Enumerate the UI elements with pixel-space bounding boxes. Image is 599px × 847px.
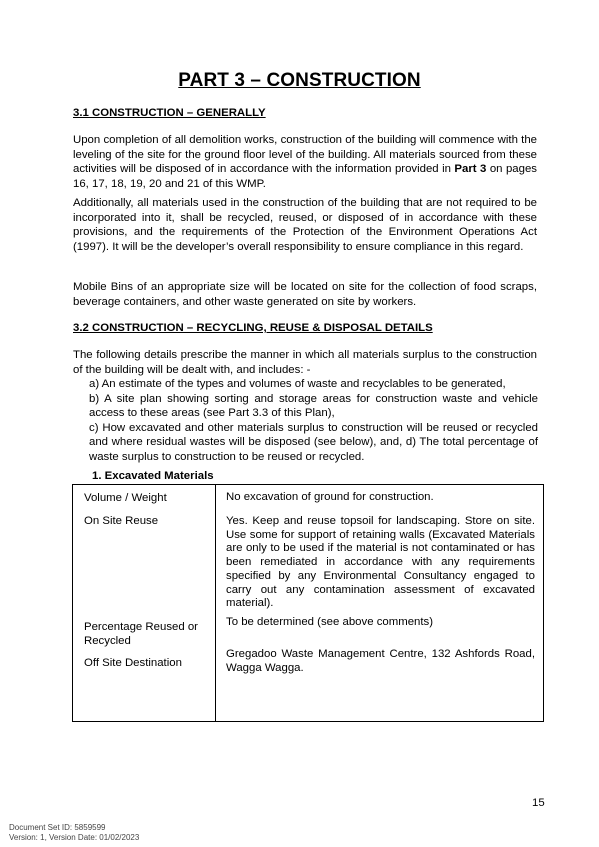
paragraph-demolition bbox=[73, 133, 537, 191]
row-value-percentage: To be determined (see above comments) bbox=[226, 616, 434, 628]
part-reference: Part 3 bbox=[454, 163, 487, 175]
list-item: c) How excavated and other materials surplus to construction will be reused or recycled and where residual wastes will be disposed (see below), and, d) The total percentage of waste surplus to construction to be reused or recycled. bbox=[89, 421, 538, 463]
row-value-onsite-reuse: Yes. Keep and reuse topsoil for landscaping. Store on site. Use some for support of retaining walls (Excavated Materials are only to be used if the material is not contaminated or has been remediated in accordance with any requirements specified by any Environmental Consultancy engaged to carry out any contamination assessment of excavated material). bbox=[226, 515, 535, 610]
row-label-offsite: Off Site Destination bbox=[84, 657, 182, 669]
row-value-offsite: Gregadoo Waste Management Centre, 132 Ashfords Road, Wagga Wagga. bbox=[226, 648, 535, 674]
paragraph-mobile-bins: Mobile Bins of an appropriate size will be located on site for the collection of food scraps, beverage containers, and other waste generated on site by workers. bbox=[73, 281, 537, 308]
row-label-percentage: Percentage Reused or Recycled bbox=[84, 621, 198, 647]
paragraph-intro: The following details prescribe the manner in which all materials surplus to the construction of the building will be dealt with, and includes: - bbox=[73, 349, 537, 376]
excavated-materials-table bbox=[72, 484, 544, 722]
row-label-onsite-reuse: On Site Reuse bbox=[84, 515, 159, 527]
page-number: 15 bbox=[532, 797, 545, 809]
list-item: a) An estimate of the types and volumes of waste and recyclables to be generated, bbox=[89, 378, 506, 390]
row-value-volume: No excavation of ground for construction. bbox=[226, 491, 434, 503]
section-heading-recycling: 3.2 CONSTRUCTION – RECYCLING, REUSE & DISPOSAL DETAILS bbox=[73, 322, 433, 334]
section-heading-generally: 3.1 CONSTRUCTION – GENERALLY bbox=[73, 107, 266, 119]
list-item: b) A site plan showing sorting and storage areas for construction waste and vehicle access to these areas (see Part 3.3 of this Plan), bbox=[89, 392, 538, 419]
paragraph-additional-materials: Additionally, all materials used in the construction of the building that are not required to be incorporated into it, shall be recycled, reused, or disposed of in accordance with these provisions, and the requirements of the Protection of the Environment Operations Act (1997). It will be the developer’s overall responsibility to ensure compliance in this regard. bbox=[73, 197, 537, 253]
page-title: PART 3 – CONSTRUCTION bbox=[178, 70, 421, 91]
excavated-materials-heading: 1. Excavated Materials bbox=[92, 470, 214, 482]
details-list bbox=[89, 377, 538, 464]
table-divider bbox=[215, 485, 216, 721]
document-set-id: Document Set ID: 5859599 bbox=[9, 823, 106, 832]
document-version: Version: 1, Version Date: 01/02/2023 bbox=[9, 833, 140, 842]
paragraph-text: on pages 16, 17, 18, 19, 20 and 21 of this WMP. bbox=[73, 163, 537, 190]
row-label-volume: Volume / Weight bbox=[84, 492, 167, 504]
paragraph-text: Upon completion of all demolition works, construction of the building will commence with the leveling of the site for the ground floor level of the building. All materials sourced from these activities will be disposed of in accordance with the information provided in bbox=[73, 134, 537, 175]
